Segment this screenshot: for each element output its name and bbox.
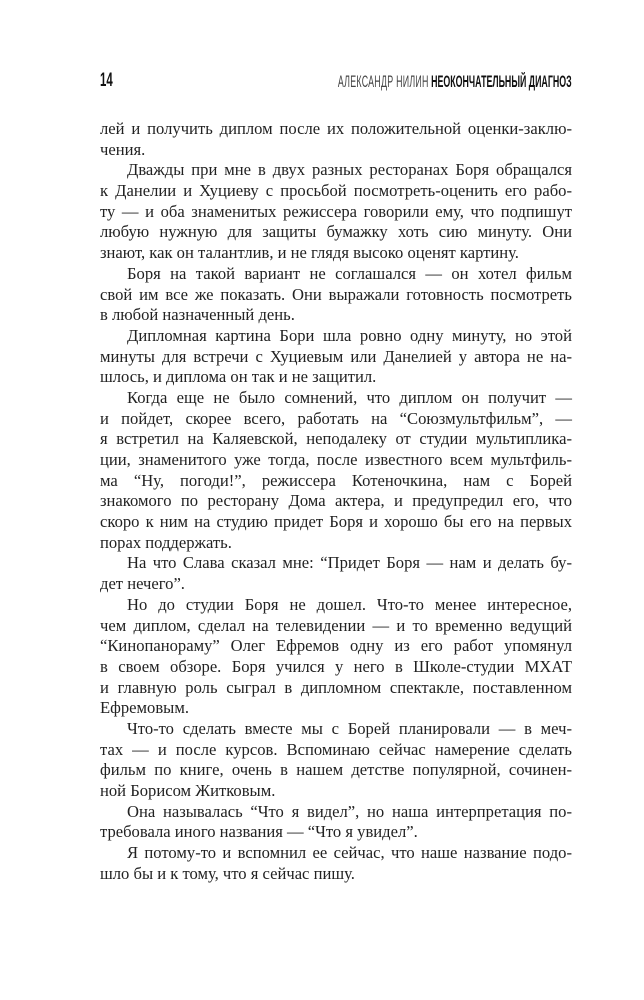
text-line: “Кинопанораму” Олег Ефремов одну из его работ упомянул bbox=[100, 636, 572, 656]
text-line: На что Слава сказал мне: “Придет Боря — нам и делать бу- bbox=[127, 553, 572, 573]
running-header bbox=[100, 70, 572, 94]
text-line: Дважды при мне в двух разных ресторанах Боря обращался bbox=[127, 160, 572, 180]
text-line: ной Борисом Житковым. bbox=[100, 781, 276, 800]
running-title bbox=[338, 72, 572, 92]
text-line: Что-то сделать вместе мы с Борей планировали — в меч- bbox=[127, 718, 572, 738]
page-number: 14 bbox=[100, 70, 113, 91]
text-line: Она называлась “Что я видел”, но наша интерпретация по- bbox=[127, 801, 572, 821]
text-line: ции, знаменитого уже тогда, после известного всем мультфиль- bbox=[100, 450, 572, 469]
text-line: фильм по книге, очень в нашем детстве популярной, сочинен- bbox=[100, 760, 572, 780]
paragraph bbox=[100, 264, 572, 326]
text-line: Но до студии Боря не дошел. Что-то менее интересное, bbox=[127, 594, 572, 614]
text-line: я встретил на Каляевской, неподалеку от студии мультиплика- bbox=[100, 429, 572, 449]
paragraph bbox=[100, 802, 572, 843]
text-line: и главную роль сыграл в дипломном спектакле, поставленном bbox=[100, 677, 572, 697]
paragraph bbox=[100, 719, 572, 802]
text-line: Боря на такой вариант не соглашался — он хотел фильм bbox=[127, 263, 572, 283]
text-line: тах — и после курсов. Вспоминаю сейчас намерение сделать bbox=[100, 739, 572, 759]
text-line: скоро к ним на студию придет Боря и хорошо бы его на первых bbox=[100, 512, 572, 532]
paragraph bbox=[100, 388, 572, 554]
text-line: лей и получить диплом после их положительной оценки-заклю- bbox=[100, 119, 572, 138]
text-line: Когда еще не было сомнений, что диплом он получит — bbox=[127, 387, 572, 407]
text-line: шло бы и к тому, что я сейчас пишу. bbox=[100, 863, 355, 883]
text-line: и пойдет, скорее всего, работать на “Союзмультфильм”, — bbox=[100, 408, 572, 428]
page-body-text bbox=[100, 119, 572, 884]
text-line: в любой назначенный день. bbox=[100, 305, 295, 325]
paragraph bbox=[100, 326, 572, 388]
paragraph bbox=[100, 160, 572, 263]
text-line: чения. bbox=[100, 139, 146, 159]
text-line: знакомого по ресторану Дома актера, и предупредил его, что bbox=[100, 491, 572, 511]
text-line: знают, как он талантлив, и не глядя высоко оценят картину. bbox=[100, 243, 519, 263]
text-line: дет нечего”. bbox=[100, 574, 185, 594]
paragraph bbox=[100, 595, 572, 719]
text-line: Ефремовым. bbox=[100, 698, 189, 718]
text-line: минуты для встречи с Хуциевым или Данелией у автора не на- bbox=[100, 346, 572, 366]
paragraph bbox=[100, 119, 572, 160]
text-line: ту — и оба знаменитых режиссера говорили ему, что подпишут bbox=[100, 201, 572, 221]
text-line: порах поддержать. bbox=[100, 532, 232, 552]
text-line: к Данелии и Хуциеву с просьбой посмотреть-оценить его рабо- bbox=[100, 181, 572, 201]
text-line: ма “Ну, погоди!”, режиссера Котеночкина, нам с Борей bbox=[100, 470, 572, 490]
text-line: Дипломная картина Бори шла ровно одну минуту, но этой bbox=[127, 325, 572, 345]
text-line: требовала иного названия — “Что я увидел”. bbox=[100, 822, 418, 842]
text-line: чем диплом, сделал на телевидении — и то временно ведущий bbox=[100, 615, 572, 635]
text-line: свой им все же показать. Они выражали готовность посмотреть bbox=[100, 284, 572, 304]
paragraph bbox=[100, 553, 572, 594]
text-line: в своем обзоре. Боря учился у него в Школе-студии МХАТ bbox=[100, 656, 572, 676]
text-line: любую нужную для защиты бумажку хоть сию минуту. Они bbox=[100, 222, 572, 242]
text-line: Я потому-то и вспомнил ее сейчас, что наше название подо- bbox=[127, 843, 572, 863]
text-line: шлось, и диплома он так и не защитил. bbox=[100, 367, 377, 387]
book-author: АЛЕКСАНДР НИЛИН bbox=[338, 72, 430, 91]
book-title: НЕОКОНЧАТЕЛЬНЫЙ ДИАГНОЗ bbox=[431, 72, 572, 91]
paragraph bbox=[100, 843, 572, 884]
